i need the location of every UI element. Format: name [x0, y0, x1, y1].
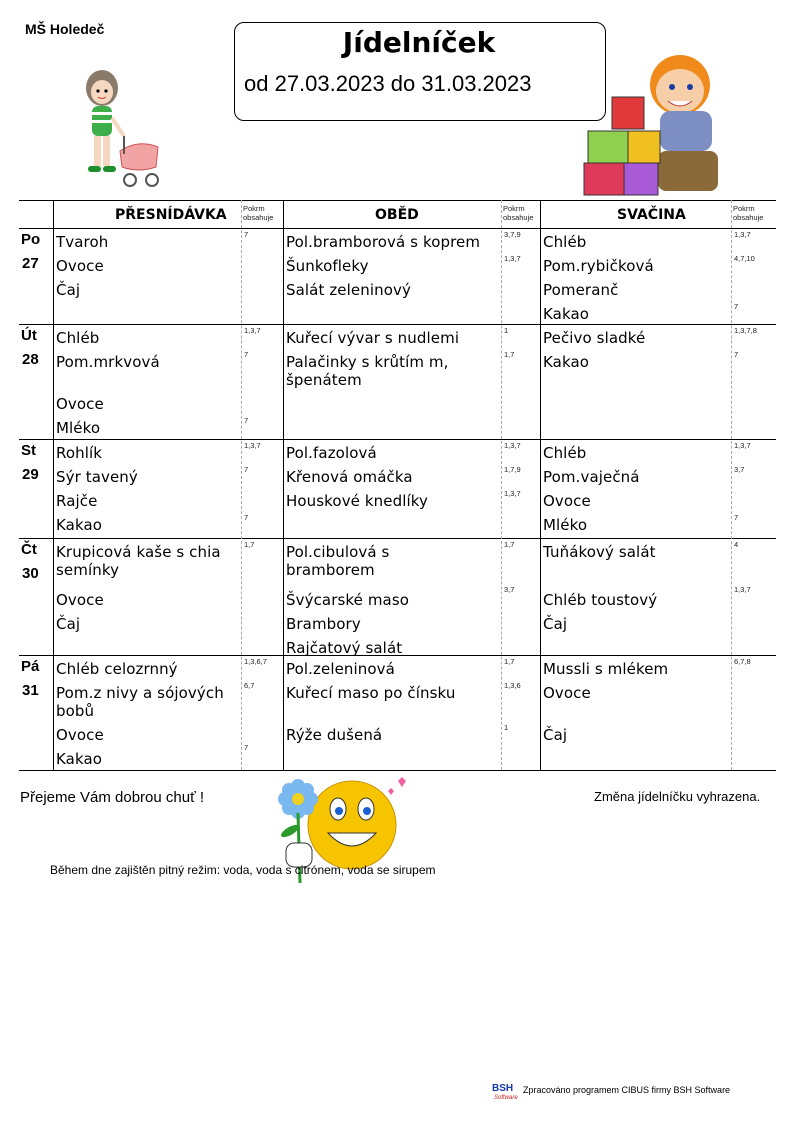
allergen-codes: 7: [244, 416, 249, 425]
menu-item-lunch: Palačinky s krůtím m, špenátem: [286, 353, 449, 389]
allergen-codes: 1,3,6: [504, 681, 521, 690]
date-range: od 27.03.2023 do 31.03.2023: [244, 71, 532, 96]
allergen-divider: [731, 200, 732, 770]
allergen-codes: 7: [244, 230, 249, 239]
allergen-codes: 1,3,7,8: [734, 326, 757, 335]
menu-item-pm: Pečivo sladké: [543, 329, 646, 347]
menu-item-am: Ovoce: [56, 395, 104, 413]
allergen-codes: 1,7: [504, 350, 515, 359]
allergen-codes: 3,7: [734, 465, 745, 474]
menu-item-pm: Tuňákový salát: [543, 543, 656, 561]
column-divider: [53, 200, 54, 770]
allergen-codes: 1,3,7: [244, 441, 261, 450]
allergen-codes: 1,7: [504, 657, 515, 666]
menu-item-am: Čaj: [56, 281, 81, 299]
menu-item-am: Sýr tavený: [56, 468, 138, 486]
menu-item-pm: Ovoce: [543, 684, 591, 702]
menu-item-lunch: Křenová omáčka: [286, 468, 413, 486]
row-divider: [19, 770, 776, 771]
allergen-codes: 6,7,8: [734, 657, 751, 666]
menu-item-am: Chléb celozrnný: [56, 660, 178, 678]
day-number: 27: [22, 255, 39, 272]
col-header-snack-pm: SVAČINA: [617, 207, 686, 223]
allergen-codes: 1,3,7: [734, 585, 751, 594]
change-notice: Změna jídelníčku vyhrazena.: [594, 789, 761, 804]
menu-item-am: Pom.mrkvová: [56, 353, 160, 371]
allergen-codes: 7: [244, 743, 249, 752]
menu-item-am: Ovoce: [56, 257, 104, 275]
school-name: MŠ Holedeč: [25, 21, 105, 37]
day-abbr: St: [21, 442, 36, 459]
menu-item-pm: Chléb: [543, 444, 587, 462]
menu-item-pm: Mléko: [543, 516, 588, 534]
menu-item-pm: Kakao: [543, 353, 590, 371]
menu-item-am: Mléko: [56, 419, 101, 437]
menu-item-lunch: Houskové knedlíky: [286, 492, 428, 510]
menu-item-lunch: Šunkofleky: [286, 257, 369, 275]
allergen-codes: 1,7: [244, 540, 255, 549]
allergen-codes: 3,7: [504, 585, 515, 594]
menu-item-pm: Pom.rybičková: [543, 257, 654, 275]
menu-item-lunch: Kuřecí maso po čínsku: [286, 684, 456, 702]
menu-item-am: Kakao: [56, 750, 103, 768]
allergen-codes: 6,7: [244, 681, 255, 690]
menu-item-pm: Ovoce: [543, 492, 591, 510]
smiley-with-flower-illustration: [268, 773, 416, 903]
allergen-codes: 7: [734, 302, 739, 311]
allergen-divider: [501, 200, 502, 770]
allergen-header-lunch: Pokrm obsahuje: [503, 204, 534, 222]
allergen-codes: 1,3,7: [504, 489, 521, 498]
allergen-header-am: Pokrm obsahuje: [243, 204, 274, 222]
day-abbr: Po: [21, 231, 41, 248]
allergen-codes: 1: [504, 326, 509, 335]
day-number: 31: [22, 682, 39, 699]
menu-item-pm: Chléb toustový: [543, 591, 658, 609]
allergen-codes: 1,3,7: [504, 254, 521, 263]
bsh-logo: [490, 1081, 520, 1101]
menu-item-lunch: Pol.cibulová s bramborem: [286, 543, 390, 579]
menu-item-lunch: Brambory: [286, 615, 361, 633]
menu-item-am: Kakao: [56, 516, 103, 534]
page-title: Jídelníček: [342, 26, 496, 59]
col-header-lunch: OBĚD: [375, 207, 419, 223]
allergen-codes: 1,3,7: [244, 326, 261, 335]
menu-item-am: Tvaroh: [56, 233, 109, 251]
day-abbr: Čt: [21, 541, 37, 558]
row-divider: [19, 538, 776, 539]
day-abbr: Út: [21, 327, 37, 344]
wish-text: Přejeme Vám dobrou chuť !: [20, 789, 205, 806]
svg-text:Software: Software: [494, 1095, 518, 1101]
menu-item-am: Rajče: [56, 492, 98, 510]
svg-text:BSH: BSH: [492, 1083, 514, 1094]
menu-item-pm: Pomeranč: [543, 281, 619, 299]
allergen-codes: 1,3,7: [504, 441, 521, 450]
allergen-codes: 4: [734, 540, 739, 549]
menu-item-lunch: Rajčatový salát: [286, 639, 403, 657]
software-credit: Zpracováno programem CIBUS firmy BSH Software: [523, 1085, 731, 1095]
menu-item-lunch: Salát zeleninový: [286, 281, 411, 299]
drinking-regime-text: Během dne zajištěn pitný režim: voda, voda s citrónem, voda se sirupem: [50, 863, 436, 877]
day-number: 28: [22, 351, 39, 368]
menu-item-lunch: Rýže dušená: [286, 726, 383, 744]
menu-item-am: Rohlík: [56, 444, 103, 462]
menu-item-lunch: Kuřecí vývar s nudlemi: [286, 329, 460, 347]
day-abbr: Pá: [21, 658, 40, 675]
allergen-codes: 1: [504, 723, 509, 732]
allergen-codes: 7: [734, 513, 739, 522]
allergen-codes: 7: [734, 350, 739, 359]
menu-item-lunch: Pol.fazolová: [286, 444, 377, 462]
allergen-codes: 1,3,7: [734, 230, 751, 239]
allergen-header-pm: Pokrm obsahuje: [733, 204, 764, 222]
col-header-snack-am: PŘESNÍDÁVKA: [115, 207, 227, 223]
menu-item-pm: Pom.vaječná: [543, 468, 640, 486]
column-divider: [540, 200, 541, 770]
allergen-codes: 3,7,9: [504, 230, 521, 239]
allergen-codes: 7: [244, 465, 249, 474]
menu-item-lunch: Pol.zeleninová: [286, 660, 395, 678]
menu-item-pm: Čaj: [543, 615, 568, 633]
boy-with-blocks-illustration: [580, 45, 730, 197]
allergen-codes: 4,7,10: [734, 254, 755, 263]
row-divider: [19, 200, 776, 201]
menu-item-pm: Kakao: [543, 305, 590, 323]
menu-item-am: Ovoce: [56, 591, 104, 609]
menu-item-lunch: Pol.bramborová s koprem: [286, 233, 481, 251]
allergen-codes: 1,3,7: [734, 441, 751, 450]
girl-with-stroller-illustration: [72, 66, 164, 194]
row-divider: [19, 228, 776, 229]
menu-item-am: Čaj: [56, 615, 81, 633]
row-divider: [19, 324, 776, 325]
menu-item-am: Chléb: [56, 329, 100, 347]
day-number: 30: [22, 565, 39, 582]
menu-item-am: Krupicová kaše s chia semínky: [56, 543, 221, 579]
menu-item-am: Ovoce: [56, 726, 104, 744]
menu-item-pm: Čaj: [543, 726, 568, 744]
allergen-codes: 1,7: [504, 540, 515, 549]
allergen-codes: 7: [244, 513, 249, 522]
menu-item-am: Pom.z nivy a sójových bobů: [56, 684, 224, 720]
day-number: 29: [22, 466, 39, 483]
menu-item-pm: Chléb: [543, 233, 587, 251]
menu-item-pm: Mussli s mlékem: [543, 660, 669, 678]
allergen-codes: 7: [244, 350, 249, 359]
row-divider: [19, 439, 776, 440]
column-divider: [283, 200, 284, 770]
allergen-codes: 1,3,6,7: [244, 657, 267, 666]
menu-item-lunch: Švýcarské maso: [286, 591, 410, 609]
allergen-codes: 1,7,9: [504, 465, 521, 474]
